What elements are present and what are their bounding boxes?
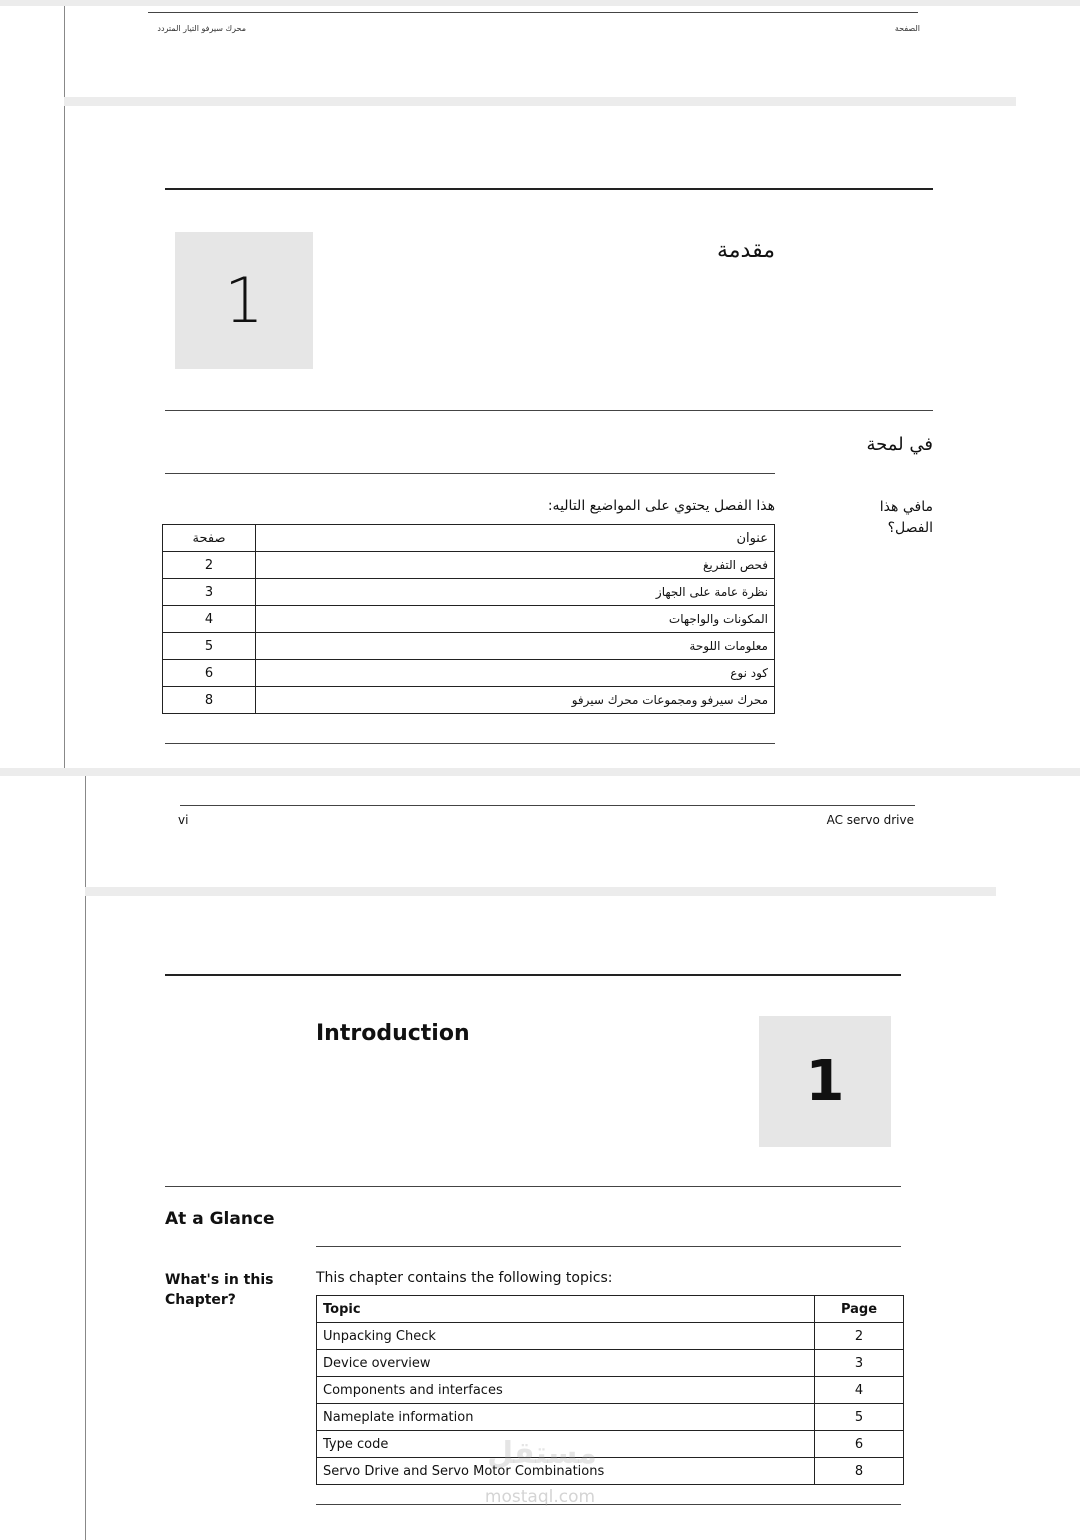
header-rule <box>148 12 918 13</box>
table-row <box>163 687 775 714</box>
section-rule-2 <box>165 1186 901 1187</box>
chapter-title: مقدمة <box>716 238 775 263</box>
topics-table-2 <box>316 1295 904 1485</box>
row-page-cell: 5 <box>163 633 256 660</box>
watermark-latin: mostaql.com <box>484 1487 596 1507</box>
side-label: مافي هذا الفصل؟ <box>879 499 933 536</box>
table-header-row-2 <box>317 1296 904 1323</box>
topics-top-rule-2 <box>316 1246 901 1247</box>
row-page-cell: 5 <box>815 1404 904 1431</box>
row-topic-cell: كود نوع <box>256 660 775 687</box>
header-doc-title: AC servo drive <box>826 813 914 827</box>
row-topic-cell: Unpacking Check <box>317 1323 815 1350</box>
table-header-row <box>163 525 775 552</box>
row-topic-cell: نظرة عامة على الجهاز <box>256 579 775 606</box>
section-rule <box>165 410 933 411</box>
table-row <box>317 1458 904 1485</box>
header-band-2 <box>85 887 996 896</box>
side-label-2 <box>165 1270 273 1310</box>
row-page-cell: 4 <box>815 1377 904 1404</box>
row-page-cell: 2 <box>815 1323 904 1350</box>
table-row <box>163 579 775 606</box>
row-topic-cell: محرك سيرفو ومجموعات محرك سيرفو <box>256 687 775 714</box>
chapter-number: 1 <box>224 264 264 337</box>
row-topic-cell: Components and interfaces <box>317 1377 815 1404</box>
row-topic-cell: Servo Drive and Servo Motor Combinations <box>317 1458 815 1485</box>
intro-text-2: This chapter contains the following topics: <box>316 1270 613 1286</box>
left-margin-line <box>64 6 65 768</box>
chapter-rule-2 <box>165 974 901 976</box>
table-row <box>317 1377 904 1404</box>
row-page-cell: 6 <box>163 660 256 687</box>
row-topic-cell: فحص التفريغ <box>256 552 775 579</box>
watermark-arabic: مستقل <box>487 1436 597 1471</box>
chapter-rule <box>165 188 933 190</box>
section-title-2: At a Glance <box>165 1209 275 1229</box>
section-title: في لمحة <box>866 434 933 455</box>
chapter-number-box <box>175 232 313 369</box>
row-topic-cell: Device overview <box>317 1350 815 1377</box>
header-right-text: الصفحة <box>894 24 920 33</box>
row-page-cell: 2 <box>163 552 256 579</box>
header-topic-cell: عنوان <box>256 525 775 552</box>
chapter-title-2: Introduction <box>316 1021 470 1046</box>
intro-text: هذا الفصل يحتوي على المواضيع التاليه: <box>547 498 775 514</box>
table-row <box>163 606 775 633</box>
table-row <box>163 633 775 660</box>
chapter-number-2: 1 <box>805 1049 845 1114</box>
page-separator <box>0 768 1080 776</box>
topics-top-rule <box>165 473 775 474</box>
row-topic-cell: Type code <box>317 1431 815 1458</box>
row-page-cell: 4 <box>163 606 256 633</box>
row-page-cell: 8 <box>815 1458 904 1485</box>
row-topic-cell: معلومات اللوحة <box>256 633 775 660</box>
row-topic-cell: المكونات والواجهات <box>256 606 775 633</box>
row-page-cell: 3 <box>815 1350 904 1377</box>
header-rule-2 <box>180 805 915 806</box>
header-left-text: محرك سيرفو التيار المتردد <box>157 24 246 33</box>
row-page-cell: 3 <box>163 579 256 606</box>
table-row <box>163 660 775 687</box>
row-topic-cell: Nameplate information <box>317 1404 815 1431</box>
table-row <box>317 1404 904 1431</box>
table-row <box>317 1431 904 1458</box>
topics-table <box>162 524 775 714</box>
header-band <box>64 97 1016 106</box>
side-label-line2: Chapter? <box>165 1292 236 1308</box>
topics-bottom-rule <box>165 743 775 744</box>
header-page-cell: صفحة <box>163 525 256 552</box>
header-topic-cell-2: Topic <box>317 1296 815 1323</box>
table-row <box>317 1350 904 1377</box>
table-row <box>317 1323 904 1350</box>
header-page-number: vi <box>178 813 189 827</box>
row-page-cell: 6 <box>815 1431 904 1458</box>
row-page-cell: 8 <box>163 687 256 714</box>
header-page-cell-2: Page <box>815 1296 904 1323</box>
top-gray-strip <box>0 0 1080 6</box>
table-row <box>163 552 775 579</box>
side-label-line1: What's in this <box>165 1272 274 1288</box>
chapter-number-box-2 <box>759 1016 891 1147</box>
